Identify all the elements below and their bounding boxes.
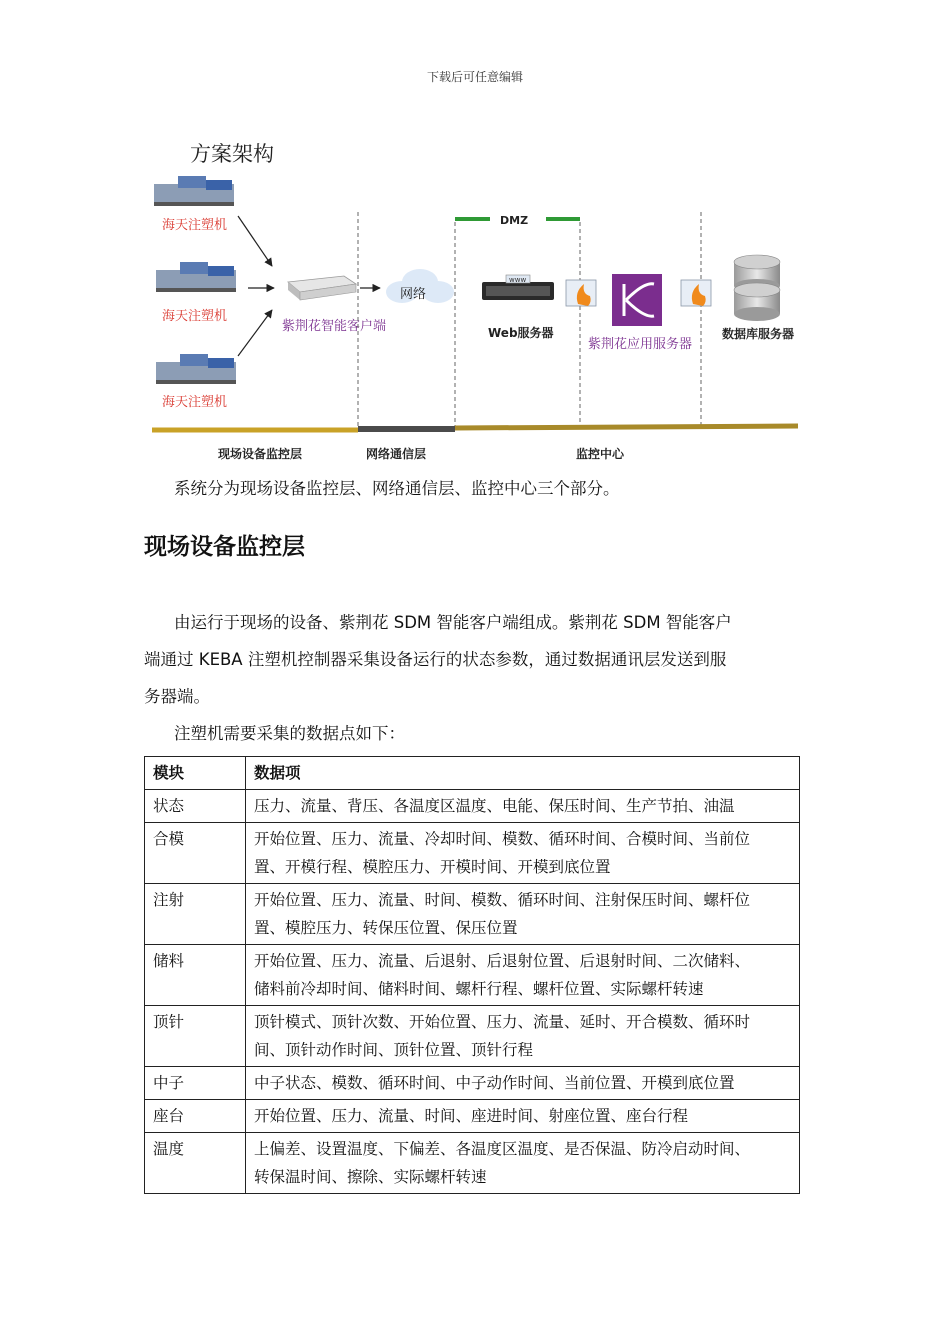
firewall-icon	[681, 280, 711, 306]
table-header-items: 数据项	[246, 757, 800, 790]
db-server-label: 数据库服务器	[722, 327, 795, 341]
layer-label-center: 监控中心	[576, 447, 625, 461]
data-points-table	[144, 756, 800, 1194]
items-cell: 开始位置、压力、流量、时间、座进时间、射座位置、座台行程	[246, 1100, 800, 1133]
module-cell: 合模	[145, 823, 246, 884]
machine-label-1: 海天注塑机	[162, 218, 228, 233]
layer-label-field: 现场设备监控层	[218, 447, 303, 461]
body-line-3: 务器端。	[144, 687, 210, 706]
items-cell: 开始位置、压力、流量、后退射、后退射位置、后退射时间、二次储料、 储料前冷却时间、储料时间、螺杆行程、螺杆位置、实际螺杆转速	[246, 945, 800, 1006]
machine-label-3: 海天注塑机	[162, 395, 228, 410]
table-intro: 注塑机需要采集的数据点如下：	[174, 724, 405, 743]
table-row	[145, 1133, 800, 1194]
module-cell: 注射	[145, 884, 246, 945]
items-cell: 中子状态、模数、循环时间、中子动作时间、当前位置、开模到底位置	[246, 1067, 800, 1100]
table-row	[145, 945, 800, 1006]
module-cell: 温度	[145, 1133, 246, 1194]
web-server-label: Web服务器	[488, 326, 554, 340]
section-heading: 现场设备监控层	[144, 534, 305, 560]
module-cell: 顶针	[145, 1006, 246, 1067]
machine-label-2: 海天注塑机	[162, 309, 228, 324]
table-header-row	[145, 757, 800, 790]
layer-label-network: 网络通信层	[366, 447, 427, 461]
items-cell: 开始位置、压力、流量、时间、模数、循环时间、注射保压时间、螺杆位 置、模腔压力、转保压位置、保压位置	[246, 884, 800, 945]
injection-machine-icon	[156, 262, 236, 292]
arrow	[238, 310, 272, 356]
layer-bar-center	[455, 426, 798, 428]
items-cell: 开始位置、压力、流量、冷却时间、模数、循环时间、合模时间、当前位 置、开模行程、模腔压力、开模时间、开模到底位置	[246, 823, 800, 884]
body-line-1: 由运行于现场的设备、紫荆花 SDM 智能客户端组成。紫荆花 SDM 智能客户	[174, 613, 732, 632]
table-row	[145, 1100, 800, 1133]
injection-machine-icon	[154, 176, 234, 206]
items-cell: 压力、流量、背压、各温度区温度、电能、保压时间、生产节拍、油温	[246, 790, 800, 823]
items-cell: 顶针模式、顶针次数、开始位置、压力、流量、延时、开合模数、循环时 间、顶针动作时间、顶针位置、顶针行程	[246, 1006, 800, 1067]
app-server-label: 紫荆花应用服务器	[588, 337, 693, 352]
body-line-2: 端通过 KEBA 注塑机控制器采集设备运行的状态参数，通过数据通讯层发送到服	[144, 650, 727, 669]
architecture-diagram	[148, 172, 803, 472]
page-header-note: 下载后可任意编辑	[426, 70, 523, 84]
table-row	[145, 823, 800, 884]
table-row	[145, 1006, 800, 1067]
module-cell: 状态	[145, 790, 246, 823]
table-row	[145, 884, 800, 945]
intro-paragraph: 系统分为现场设备监控层、网络通信层、监控中心三个部分。	[174, 479, 620, 498]
dmz-label: DMZ	[500, 214, 529, 227]
injection-machine-icon	[156, 354, 236, 384]
client-label: 紫荆花智能客户端	[282, 319, 387, 334]
table-row	[145, 1067, 800, 1100]
items-cell: 上偏差、设置温度、下偏差、各温度区温度、是否保温、防冷启动时间、 转保温时间、擦除、实际螺杆转速	[246, 1133, 800, 1194]
module-cell: 中子	[145, 1067, 246, 1100]
arrow	[238, 216, 272, 266]
app-server-icon	[612, 274, 662, 326]
database-icon	[734, 255, 780, 321]
section-label: 方案架构	[190, 142, 274, 166]
module-cell: 座台	[145, 1100, 246, 1133]
table-header-module: 模块	[145, 757, 246, 790]
network-label: 网络	[400, 287, 427, 302]
www-label: www	[509, 276, 527, 284]
table-row	[145, 790, 800, 823]
firewall-icon	[566, 280, 596, 306]
module-cell: 储料	[145, 945, 246, 1006]
client-device-icon	[288, 276, 356, 300]
